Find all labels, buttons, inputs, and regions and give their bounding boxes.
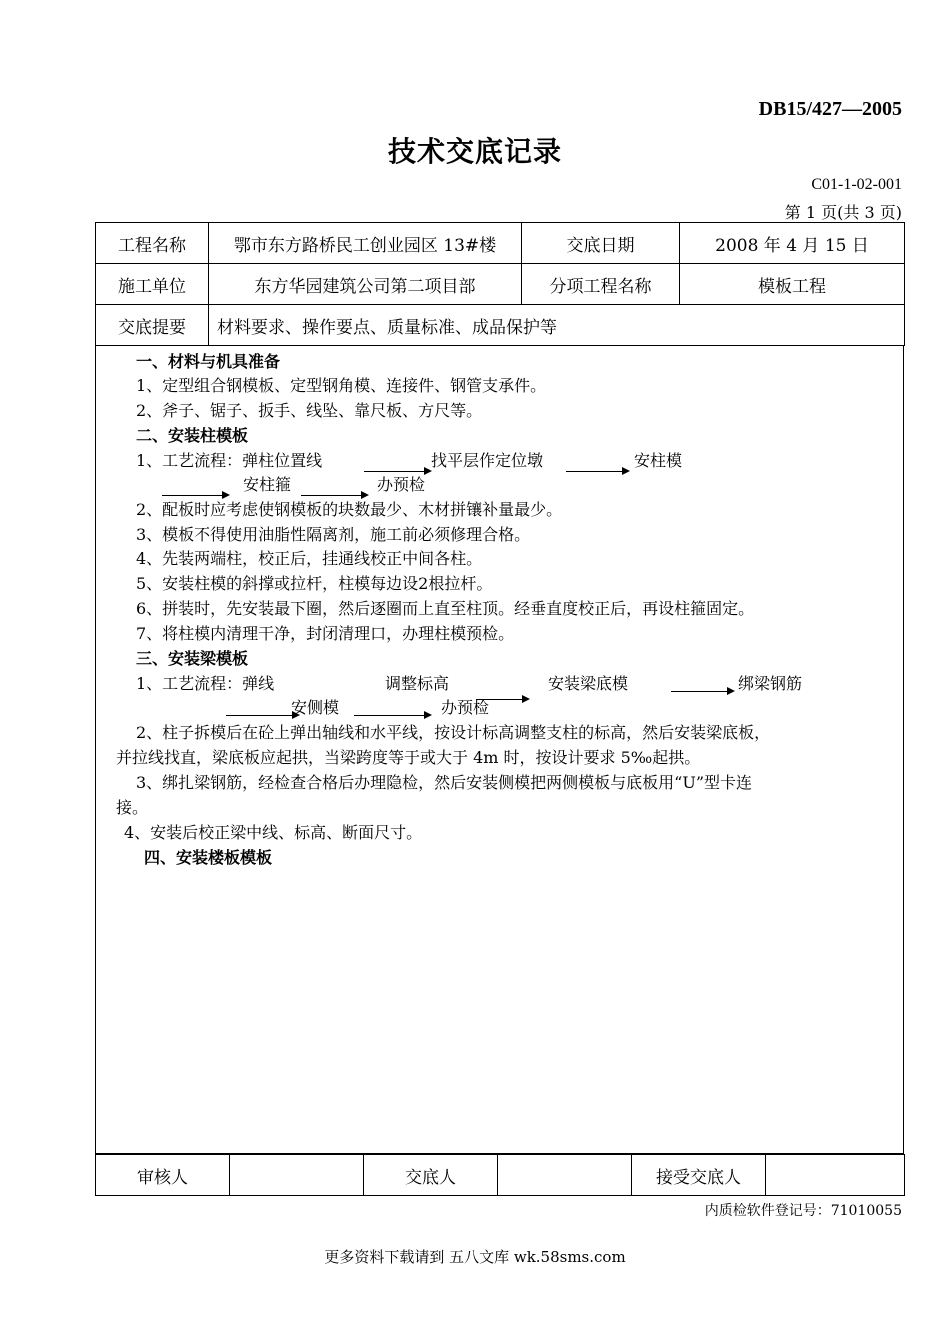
flow-step: 1、工艺流程：弹线: [136, 674, 275, 693]
content-box: [95, 345, 904, 1154]
project-name-label: 工程名称: [96, 223, 209, 264]
footer-text: 更多资料下载请到 五八文库 wk.58sms.com: [324, 1248, 626, 1266]
discloser-label: 交底人: [364, 1155, 498, 1196]
flow-step: 办预检: [377, 475, 426, 494]
flow-step: 1、工艺流程：弹柱位置线: [136, 451, 323, 470]
table-row: [96, 1155, 905, 1196]
list-item: 并拉线找直，梁底板应起拱，当梁跨度等于或大于 4m 时，按设计要求 5‰起拱。: [116, 748, 701, 767]
flow-step: 安柱箍: [243, 475, 292, 494]
header-table: [95, 222, 905, 346]
subproject: 模板工程: [680, 264, 905, 305]
flow-arrow: [566, 471, 628, 472]
list-item: 1、定型组合钢模板、定型钢角模、连接件、钢管支承件。: [136, 376, 547, 395]
list-item: 2、柱子拆模后在砼上弹出轴线和水平线，按设计标高调整支柱的标高，然后安装梁底板，: [136, 723, 771, 742]
discloser-value: [498, 1155, 632, 1196]
section-heading: 一、材料与机具准备: [136, 352, 281, 371]
flow-arrow: [354, 715, 430, 716]
list-item: 2、配板时应考虑使钢模板的块数最少、木材拼镶补量最少。: [136, 500, 563, 519]
list-item: 4、先装两端柱，校正后，挂通线校正中间各柱。: [136, 549, 483, 568]
document-title: 技术交底记录: [387, 135, 562, 168]
flow-step: 办预检: [441, 698, 490, 717]
section-heading: 二、安装柱模板: [136, 426, 249, 445]
reviewer-label: 审核人: [96, 1155, 230, 1196]
list-item: 2、斧子、锯子、扳手、线坠、靠尺板、方尺等。: [136, 401, 483, 420]
table-row: [96, 223, 905, 264]
flow-step: 绑梁钢筋: [738, 674, 803, 693]
flow-arrow: [301, 495, 367, 496]
project-name: 鄂市东方路桥民工创业园区 13#楼: [209, 223, 522, 264]
disclosure-date: 2008 年 4 月 15 日: [680, 223, 905, 264]
flow-step: 安柱模: [634, 451, 683, 470]
contractor: 东方华园建筑公司第二项目部: [209, 264, 522, 305]
receiver-label: 接受交底人: [632, 1155, 766, 1196]
list-item: 4、安装后校正梁中线、标高、断面尺寸。: [124, 823, 423, 842]
list-item: 3、模板不得使用油脂性隔离剂，施工前必须修理合格。: [136, 525, 531, 544]
contractor-label: 施工单位: [96, 264, 209, 305]
form-code: C01-1-02-001: [811, 176, 902, 193]
section-heading: 三、安装梁模板: [136, 649, 249, 668]
list-item: 5、安装柱模的斜撑或拉杆，柱模每边设2根拉杆。: [136, 574, 493, 593]
registration-number: 内质检软件登记号：71010055: [704, 1203, 902, 1219]
section-heading: 四、安装楼板模板: [144, 848, 273, 867]
signature-table: [95, 1154, 905, 1196]
reviewer-value: [230, 1155, 364, 1196]
subproject-label: 分项工程名称: [522, 264, 680, 305]
page-info: 第 1 页(共 3 页): [784, 203, 902, 222]
table-row: [96, 305, 905, 346]
flow-arrow: [226, 715, 298, 716]
flow-step: 找平层作定位墩: [431, 451, 544, 470]
flow-arrow: [162, 495, 228, 496]
date-label: 交底日期: [522, 223, 680, 264]
list-item: 接。: [116, 798, 149, 817]
summary-label: 交底提要: [96, 305, 209, 346]
flow-step: 安侧模: [291, 698, 340, 717]
receiver-value: [766, 1155, 905, 1196]
flow-step: 安装梁底模: [548, 674, 629, 693]
flow-arrow: [476, 699, 528, 700]
list-item: 3、绑扎梁钢筋，经检查合格后办理隐检，然后安装侧模把两侧模板与底板用“U”型卡连: [136, 773, 753, 792]
flow-arrow: [671, 691, 733, 692]
table-row: [96, 264, 905, 305]
summary: 材料要求、操作要点、质量标准、成品保护等: [209, 305, 905, 346]
list-item: 6、拼装时，先安装最下圈，然后逐圈而上直至柱顶。经垂直度校正后，再设柱箍固定。: [136, 599, 755, 618]
standard-code: DB15/427—2005: [758, 98, 902, 120]
list-item: 7、将柱模内清理干净，封闭清理口，办理柱模预检。: [136, 624, 515, 643]
flow-step: 调整标高: [385, 674, 450, 693]
